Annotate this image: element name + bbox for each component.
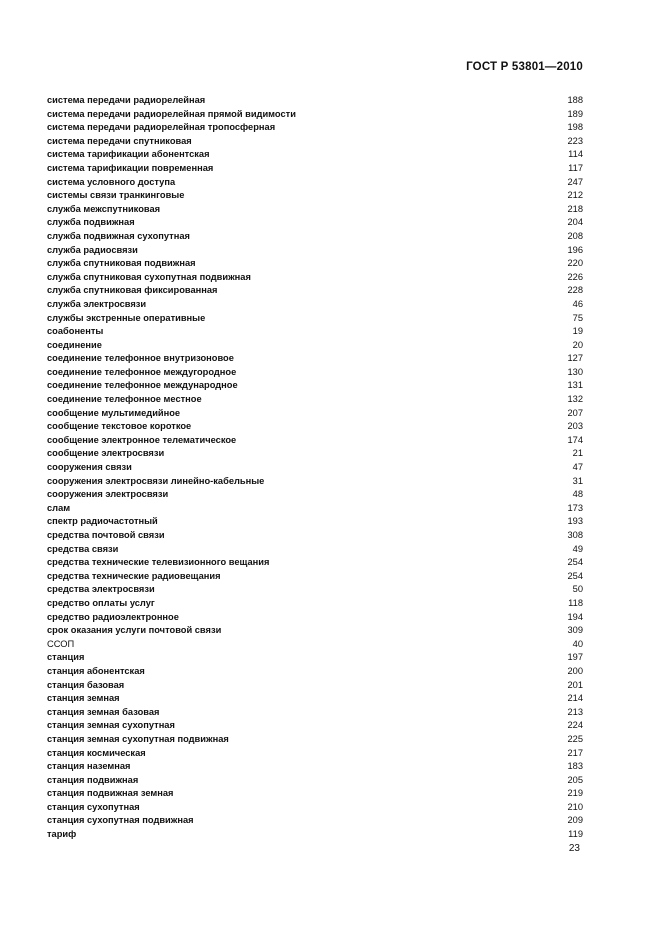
index-entry <box>47 692 583 706</box>
index-page-ref: 19 <box>572 326 583 337</box>
index-entry <box>47 447 583 461</box>
index-term: средства технические телевизионного вещания <box>47 557 270 568</box>
index-term: станция <box>47 652 85 663</box>
index-entry <box>47 679 583 693</box>
index-entry <box>47 461 583 475</box>
index-page-ref: 198 <box>567 122 583 133</box>
index-page-ref: 228 <box>567 285 583 296</box>
index-term: средство радиоэлектронное <box>47 611 179 622</box>
index-term: соединение телефонное местное <box>47 394 202 405</box>
index-term: служба радиосвязи <box>47 244 138 255</box>
index-entry <box>47 747 583 761</box>
index-page-ref: 223 <box>567 135 583 146</box>
index-page-ref: 47 <box>572 462 583 473</box>
index-page-ref: 218 <box>567 203 583 214</box>
index-term: служба подвижная <box>47 217 135 228</box>
index-entry <box>47 148 583 162</box>
index-page-ref: 220 <box>567 258 583 269</box>
index-page-ref: 50 <box>572 584 583 595</box>
index-term: система передачи радиорелейная тропосферная <box>47 122 276 133</box>
index-entry <box>47 393 583 407</box>
index-page-ref: 247 <box>567 176 583 187</box>
index-page-ref: 212 <box>567 190 583 201</box>
index-page-ref: 204 <box>567 217 583 228</box>
index-page-ref: 207 <box>567 407 583 418</box>
index-page-ref: 201 <box>567 679 583 690</box>
index-term: средства связи <box>47 543 119 554</box>
index-page-ref: 119 <box>568 829 583 840</box>
index-term: станция подвижная земная <box>47 788 174 799</box>
index-term: сообщение текстовое короткое <box>47 421 192 432</box>
index-term: система тарификации повременная <box>47 162 214 173</box>
index-term: сооружения электросвязи <box>47 489 169 500</box>
index-page-ref: 75 <box>572 312 583 323</box>
index-page-ref: 196 <box>567 244 583 255</box>
index-term: сооружения электросвязи линейно-кабельные <box>47 475 265 486</box>
index-page-ref: 46 <box>572 298 583 309</box>
index-page-ref: 209 <box>567 815 583 826</box>
index-entry <box>47 583 583 597</box>
index-page-ref: 224 <box>567 720 583 731</box>
index-entry <box>47 284 583 298</box>
index-page-ref: 188 <box>567 95 583 105</box>
index-entry <box>47 488 583 502</box>
index-entry <box>47 665 583 679</box>
index-page-ref: 308 <box>567 530 583 540</box>
index-term: служба спутниковая фиксированная <box>47 285 218 296</box>
index-page-ref: 254 <box>567 557 583 568</box>
index-term: соабоненты <box>47 326 104 337</box>
index-entry <box>47 570 583 584</box>
index-entry <box>47 801 583 815</box>
index-entry <box>47 189 583 203</box>
index-term: станция подвижная <box>47 774 139 785</box>
index-entry <box>47 94 583 108</box>
index-term: служба подвижная сухопутная <box>47 230 190 241</box>
index-entry <box>47 108 583 122</box>
index-term: система тарификации абонентская <box>47 149 210 160</box>
index-entry <box>47 733 583 747</box>
index-term: соединение <box>47 339 102 350</box>
index-entry <box>47 638 583 652</box>
index-entry <box>47 298 583 312</box>
index-term: соединение телефонное внутризоновое <box>47 353 234 364</box>
index-entry <box>47 121 583 135</box>
index-page-ref: 189 <box>567 108 583 119</box>
index-term: системы связи транкинговые <box>47 190 185 201</box>
index-page-ref: 118 <box>568 597 583 608</box>
index-term: станция сухопутная подвижная <box>47 815 194 826</box>
index-term: служба спутниковая подвижная <box>47 258 196 269</box>
index-term: станция базовая <box>47 679 125 690</box>
index-term: сообщение мультимедийное <box>47 407 181 418</box>
index-page-ref: 213 <box>567 706 583 717</box>
index-page-ref: 31 <box>572 475 583 486</box>
index-entry <box>47 774 583 788</box>
index-term: служба спутниковая сухопутная подвижная <box>47 271 251 282</box>
index-entry <box>47 257 583 271</box>
index-page-ref: 173 <box>567 502 583 513</box>
index-term: спектр радиочастотный <box>47 516 158 527</box>
index-term: станция космическая <box>47 747 146 758</box>
index-entry <box>47 529 583 543</box>
page-number: 23 <box>568 843 580 854</box>
index-term: сообщение электронное телематическое <box>47 434 237 445</box>
index-term: служба электросвязи <box>47 298 147 309</box>
index-term: тариф <box>47 829 77 840</box>
index-entry <box>47 475 583 489</box>
index-entry <box>47 216 583 230</box>
index-entry <box>47 203 583 217</box>
index-entry <box>47 651 583 665</box>
index-term: станция земная сухопутная подвижная <box>47 733 229 744</box>
index-term: средства технические радиовещания <box>47 570 221 581</box>
index-term: станция наземная <box>47 761 131 772</box>
index-page-ref: 117 <box>568 162 583 173</box>
index-entry <box>47 379 583 393</box>
document-header: ГОСТ Р 53801—2010 <box>466 61 583 73</box>
index-entry <box>47 543 583 557</box>
index-term: срок оказания услуги почтовой связи <box>47 625 222 636</box>
index-entry <box>47 760 583 774</box>
index-page-ref: 20 <box>572 339 583 350</box>
index-term: станция абонентская <box>47 665 145 676</box>
index-term: система передачи радиорелейная <box>47 95 206 105</box>
index-page-ref: 49 <box>572 543 583 554</box>
index-page-ref: 210 <box>567 801 583 812</box>
index-entry <box>47 230 583 244</box>
index-page-ref: 200 <box>567 665 583 676</box>
index-entry <box>47 611 583 625</box>
index-entry <box>47 244 583 258</box>
index-entry <box>47 719 583 733</box>
index-term: система передачи спутниковая <box>47 135 192 146</box>
index-entry <box>47 325 583 339</box>
index-entry <box>47 366 583 380</box>
index-page-ref: 183 <box>567 761 583 772</box>
index-entry <box>47 339 583 353</box>
index-page-ref: 132 <box>567 394 583 405</box>
index-entry <box>47 135 583 149</box>
index-term: станция сухопутная <box>47 801 140 812</box>
index-term: средство оплаты услуг <box>47 597 155 608</box>
index-entry-list <box>47 94 583 842</box>
index-entry <box>47 176 583 190</box>
index-page-ref: 130 <box>567 366 583 377</box>
index-term: средства почтовой связи <box>47 530 165 540</box>
index-entry <box>47 814 583 828</box>
index-term: средства электросвязи <box>47 584 155 595</box>
index-term: соединение телефонное междугородное <box>47 366 237 377</box>
index-entry <box>47 407 583 421</box>
index-page-ref: 217 <box>567 747 583 758</box>
index-entry <box>47 434 583 448</box>
index-entry <box>47 162 583 176</box>
index-term: ССОП <box>47 638 75 649</box>
index-entry <box>47 271 583 285</box>
index-entry <box>47 352 583 366</box>
index-page-ref: 48 <box>572 489 583 500</box>
index-page-ref: 208 <box>567 230 583 241</box>
index-entry <box>47 312 583 326</box>
index-term: сооружения связи <box>47 462 132 473</box>
index-page-ref: 214 <box>567 693 583 704</box>
index-page-ref: 40 <box>572 638 583 649</box>
index-page-ref: 309 <box>567 625 583 636</box>
index-page-ref: 114 <box>568 149 583 160</box>
index-term: система условного доступа <box>47 176 176 187</box>
index-term: система передачи радиорелейная прямой видимости <box>47 108 296 119</box>
index-page-ref: 127 <box>567 353 583 364</box>
index-term: станция земная сухопутная <box>47 720 175 731</box>
index-entry <box>47 556 583 570</box>
index-entry <box>47 787 583 801</box>
index-entry <box>47 828 583 842</box>
index-term: слам <box>47 502 71 513</box>
index-term: сообщение электросвязи <box>47 448 165 459</box>
index-page-ref: 226 <box>567 271 583 282</box>
index-page-ref: 254 <box>567 570 583 581</box>
index-term: соединение телефонное международное <box>47 380 238 391</box>
index-page-ref: 194 <box>567 611 583 622</box>
index-entry <box>47 502 583 516</box>
index-entry <box>47 624 583 638</box>
index-page-ref: 174 <box>567 434 583 445</box>
index-entry <box>47 597 583 611</box>
index-page-ref: 193 <box>567 516 583 527</box>
index-term: станция земная базовая <box>47 706 160 717</box>
index-term: службы экстренные оперативные <box>47 312 206 323</box>
index-entry <box>47 515 583 529</box>
index-term: служба межспутниковая <box>47 203 161 214</box>
index-page-ref: 131 <box>567 380 583 391</box>
index-page-ref: 225 <box>567 733 583 744</box>
index-page-ref: 203 <box>567 421 583 432</box>
index-page-ref: 21 <box>572 448 583 459</box>
index-page-ref: 219 <box>567 788 583 799</box>
index-entry <box>47 420 583 434</box>
index-page-ref: 197 <box>567 652 583 663</box>
index-entry <box>47 706 583 720</box>
index-page-ref: 205 <box>567 774 583 785</box>
index-term: станция земная <box>47 693 120 704</box>
